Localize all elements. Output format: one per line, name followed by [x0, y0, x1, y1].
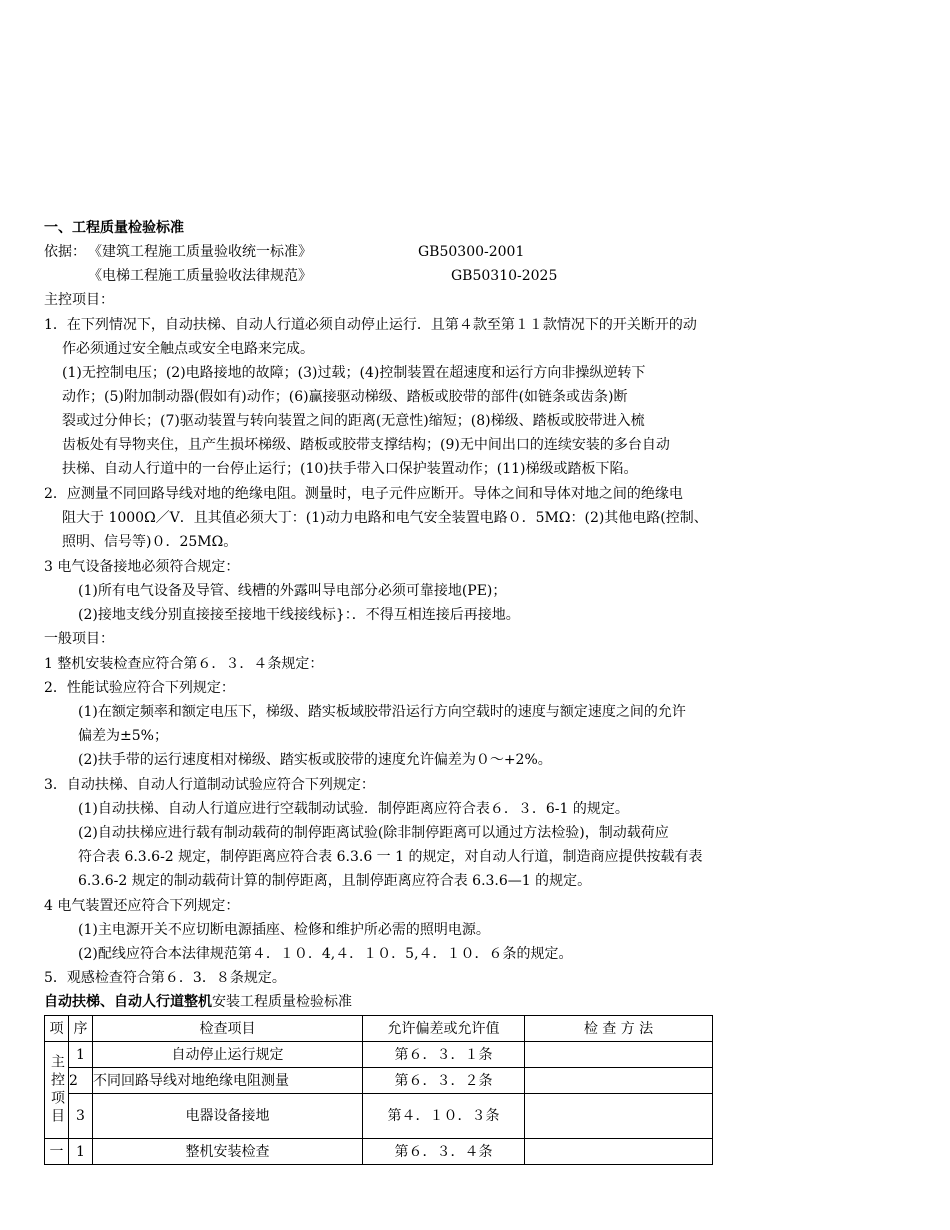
general-item-1: 1 整机安装检查应符合第６．３．４条规定： — [44, 656, 324, 672]
section-title: 一、工程质量检验标准 — [44, 220, 184, 236]
table-cell-method — [525, 1139, 713, 1165]
table-header-row — [45, 1016, 713, 1042]
group-label-general: 一 — [45, 1139, 69, 1165]
general-item-3-line: 3．自动扶梯、自动人行道制动试验应符合下列规定： — [44, 777, 375, 793]
table-header-cell: 允许偏差或允许值 — [363, 1016, 525, 1042]
basis-code-2: GB50310-2025 — [451, 268, 558, 284]
item1-line: 扶梯、自动人行道中的一台停止运行；(10)扶手带入口保护装置动作；(11)梯级或踏板下陷。 — [62, 461, 638, 477]
table-cell-value: 第６．３．２条 — [363, 1068, 525, 1094]
item3-line: (1)所有电气设备及导管、线槽的外露叫导电部分必须可靠接地(PE)； — [78, 583, 507, 599]
table-row — [45, 1068, 713, 1094]
table-row — [45, 1139, 713, 1165]
table-cell-no: 1 — [69, 1139, 93, 1165]
table-cell-item: 自动停止运行规定 — [93, 1042, 363, 1068]
item1-line: 裂或过分伸长；(7)驱动装置与转向装置之间的距离(无意性)缩短；(8)梯级、踏板或胶带进入梳 — [62, 413, 645, 429]
general-item-2-line: 偏差为±5%； — [78, 728, 168, 744]
item3-line: (2)接地支线分别直接接至接地干线接线标}：．不得互相连接后再接地。 — [78, 607, 520, 623]
table-caption-rest: 安装工程质量检验标准 — [212, 994, 352, 1010]
table-cell-item: 整机安装检查 — [93, 1139, 363, 1165]
item1-line: (1)无控制电压；(2)电路接地的故障；(3)过载；(4)控制装置在超速度和运行方向非操纵逆转下 — [62, 365, 646, 381]
basis-label: 依据： — [44, 244, 86, 260]
table-cell-no: 3 — [69, 1094, 93, 1139]
item2-line: 2．应测量不同回路导线对地的绝缘电阻。测量时，电子元件应断开。导体之间和导体对地之间的绝缘电 — [44, 486, 683, 502]
item1-line: 作必须通过安全触点或安全电路来完成。 — [62, 341, 314, 357]
general-item-2-line: 2．性能试验应符合下列规定： — [44, 680, 235, 696]
table-header-cell: 项 — [45, 1016, 69, 1042]
table-caption-bold: 自动扶梯、自动人行道整机 — [44, 994, 212, 1010]
item2-line: 照明、信号等)０．25MΩ。 — [62, 534, 238, 550]
item3-line: 3 电气设备接地必须符合规定： — [44, 559, 240, 575]
general-item-3-line: (1)自动扶梯、自动人行道应进行空载制动试验．制停距离应符合表６．３．6-1 的规定。 — [78, 801, 629, 817]
general-item-5: 5．观感检查符合第６．3．８条规定。 — [44, 970, 286, 986]
general-item-2-line: (2)扶手带的运行速度相对梯级、踏实板或胶带的速度允许偏差为０～+2%。 — [78, 752, 552, 768]
general-item-3-line: 6.3.6-2 规定的制动载荷计算的制停距离，且制停距离应符合表 6.3.6—1 的规定。 — [78, 873, 592, 889]
table-cell-value: 第６．３．４条 — [363, 1139, 525, 1165]
table-header-cell: 检查项目 — [93, 1016, 363, 1042]
table-cell-item: 电器设备接地 — [93, 1094, 363, 1139]
item2-line: 阻大于 1000Ω／V．且其值必须大丁：(1)动力电路和电气安全装置电路０．5MΩ：(2)其他电路(控制、 — [62, 510, 708, 526]
table-caption — [44, 992, 352, 1012]
table-cell-method — [525, 1042, 713, 1068]
table-header-cell: 检 查 方 法 — [525, 1016, 713, 1042]
general-item-4-line: (1)主电源开关不应切断电源插座、检修和维护所必需的照明电源。 — [78, 922, 490, 938]
basis-standard-1: 《建筑工程施工质量验收统一标准》 — [88, 244, 312, 260]
inspection-table — [44, 1015, 713, 1165]
general-items-heading: 一般项目： — [44, 631, 114, 647]
general-item-4-line: 4 电气装置还应符合下列规定： — [44, 898, 240, 914]
table-cell-value: 第４．１０．３条 — [363, 1094, 525, 1139]
general-item-2-line: (1)在额定频率和额定电压下，梯级、踏实板域胶带沿运行方向空载时的速度与额定速度之间的允许 — [78, 704, 686, 720]
table-cell-method — [525, 1094, 713, 1139]
table-cell-value: 第６．３．１条 — [363, 1042, 525, 1068]
table-header-cell: 序 — [69, 1016, 93, 1042]
basis-standard-2: 《电梯工程施工质量验收法律规范》 — [88, 268, 312, 284]
main-items-heading: 主控项目： — [44, 292, 114, 308]
basis-code-1: GB50300-2001 — [418, 244, 525, 260]
item1-line: 齿板处有导物夹住，且产生损坏梯级、踏板或胶带支撑结构；(9)无中间出口的连续安装的多台自动 — [62, 437, 670, 453]
group-label-main: 主控项目 — [45, 1042, 69, 1139]
general-item-3-line: (2)自动扶梯应进行载有制动载荷的制停距离试验(除非制停距离可以通过方法检验)，制动载荷应 — [78, 825, 669, 841]
table-row — [45, 1042, 713, 1068]
table-cell-method — [525, 1068, 713, 1094]
item1-line: 动作；(5)附加制动器(假如有)动作；(6)赢接驱动梯级、踏板或胶带的部件(如链条或齿条)断 — [62, 389, 628, 405]
item1-line: 1．在下列情况下，自动扶梯、自动人行道必须自动停止运行．且第４款至第１１款情况下的开关断开的动 — [44, 317, 697, 333]
general-item-4-line: (2)配线应符合本法律规范第４．１０．4,４．１０．5,４．１０．６条的规定。 — [78, 946, 573, 962]
table-cell-no: 1 — [69, 1042, 93, 1068]
table-cell-item: 不同回路导线对地绝缘电阻测量 — [93, 1068, 363, 1094]
table-row — [45, 1094, 713, 1139]
general-item-3-line: 符合表 6.3.6-2 规定，制停距离应符合表 6.3.6 一 1 的规定，对自动人行道，制造商应提供按载有表 — [78, 849, 703, 865]
table-cell-no: 2 — [69, 1068, 93, 1094]
